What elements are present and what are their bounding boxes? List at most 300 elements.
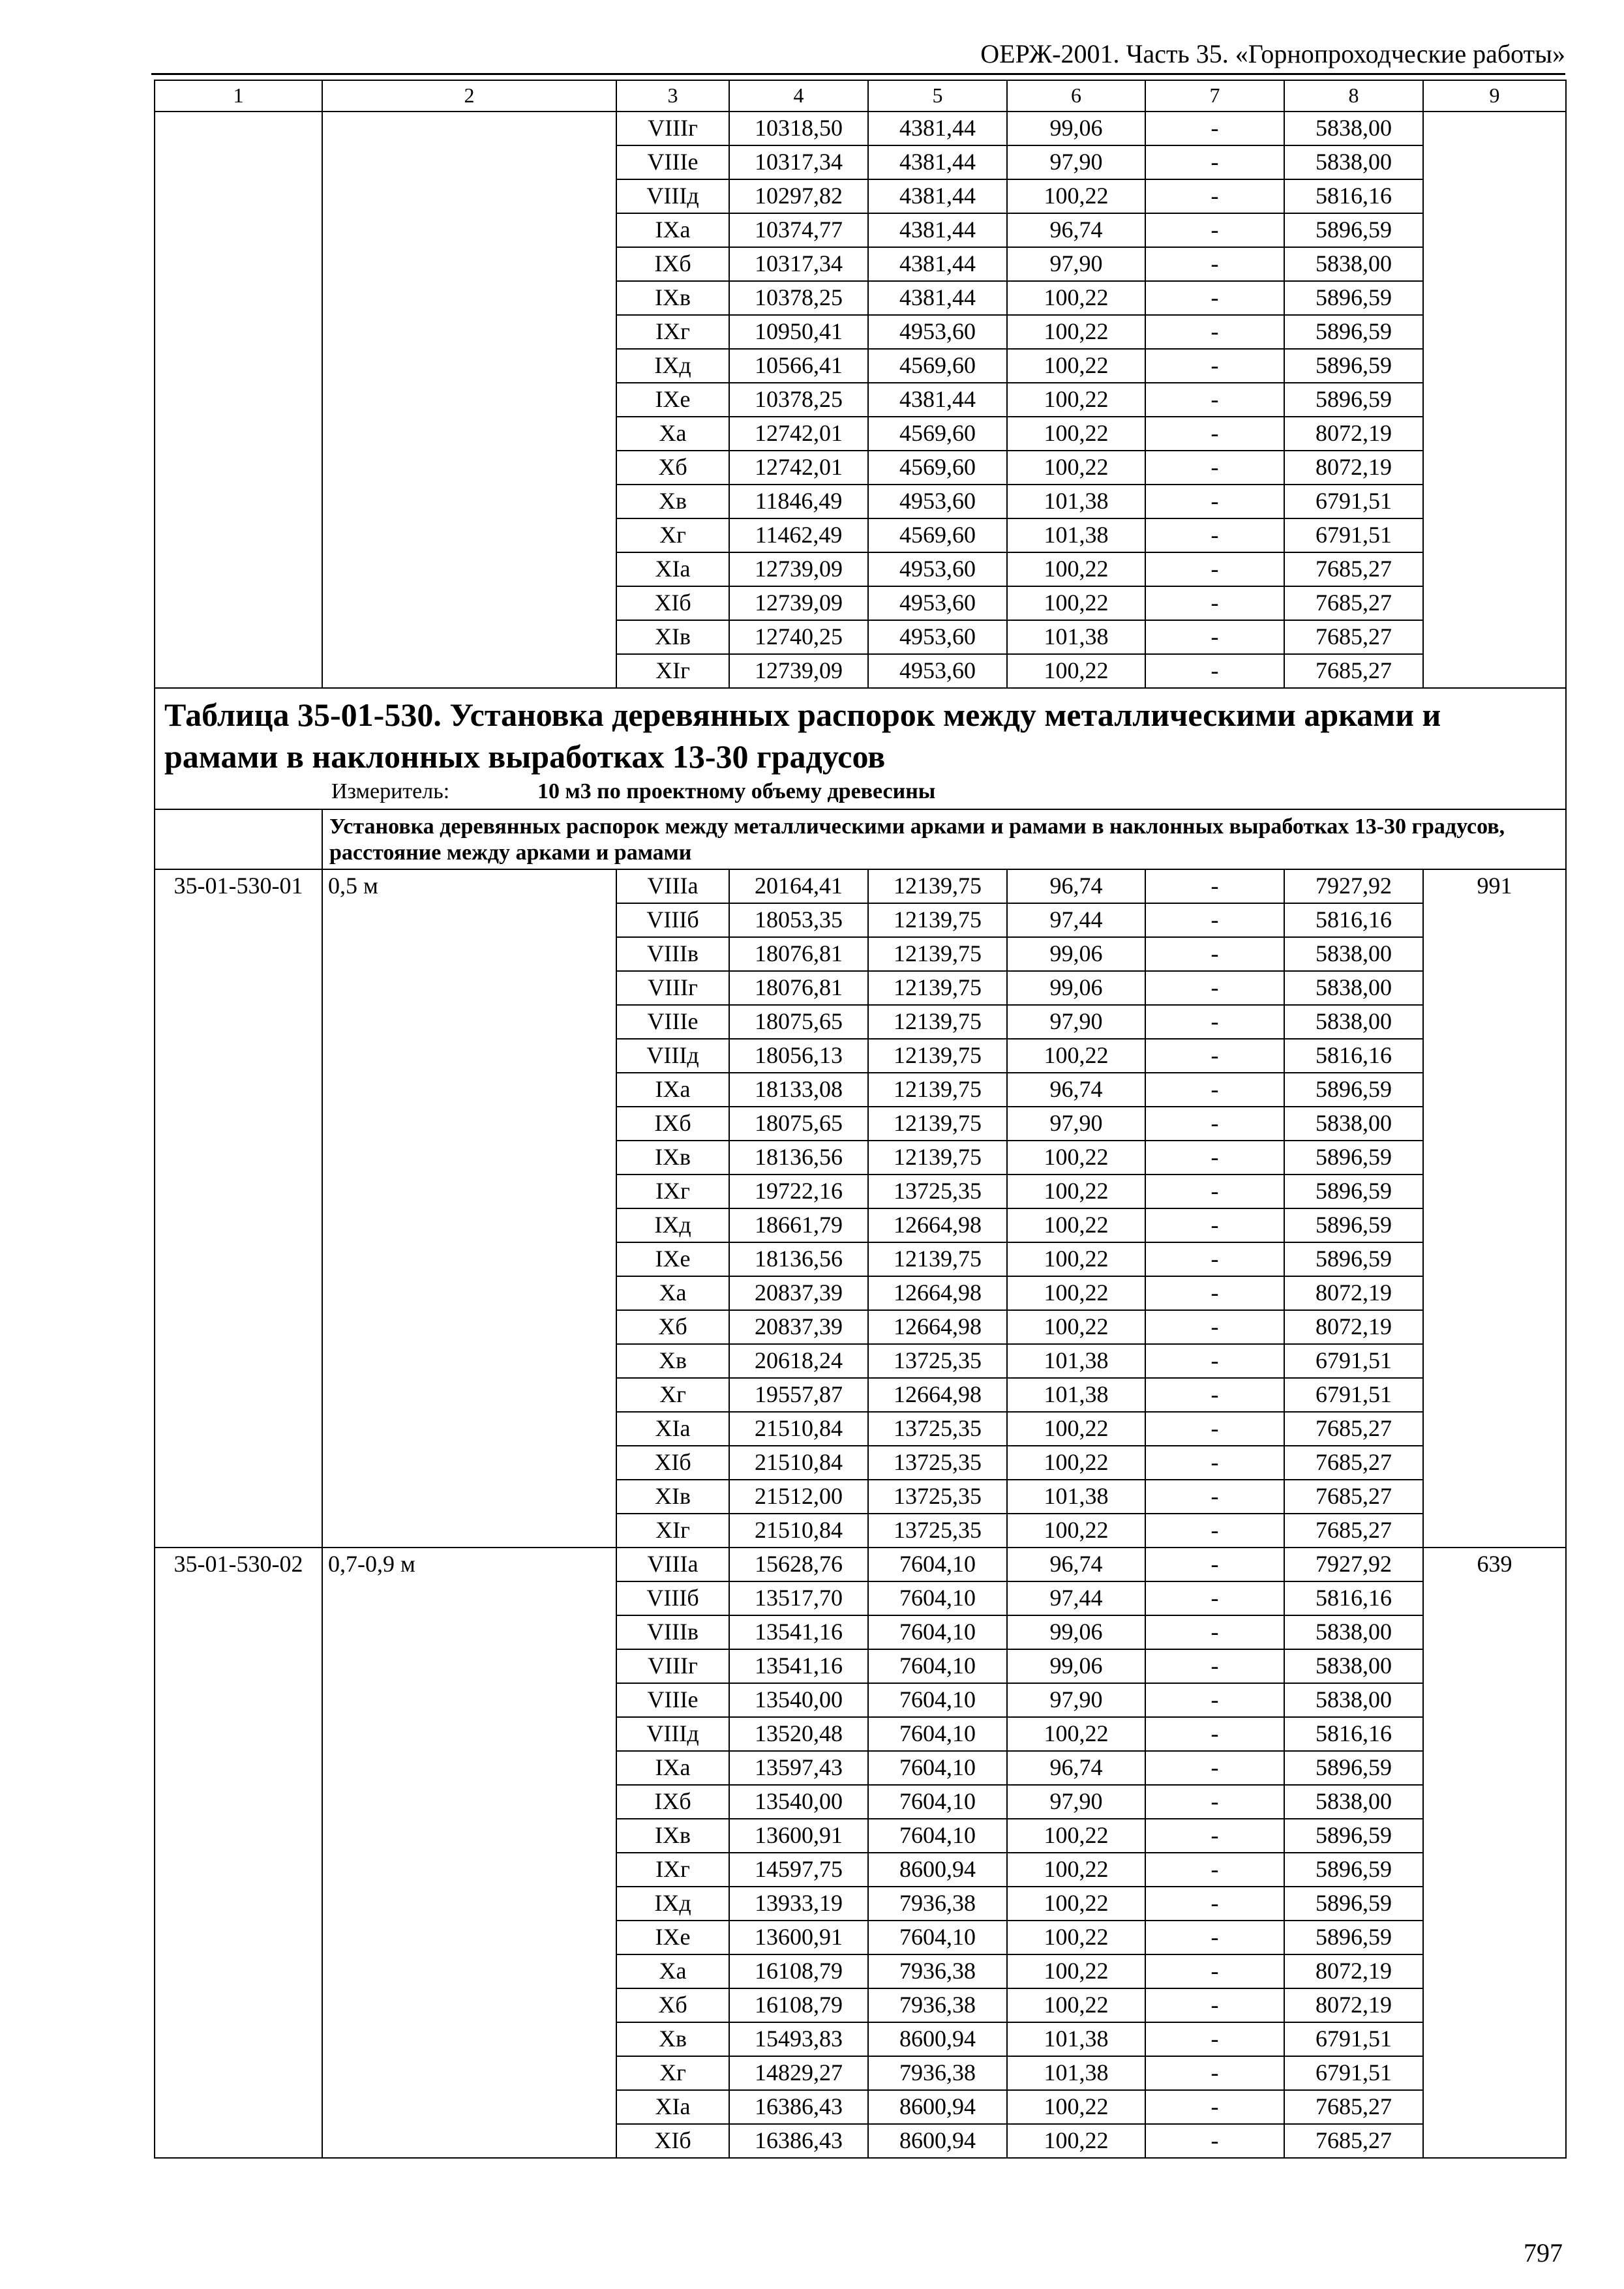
cell-code-term: Xа bbox=[616, 417, 729, 451]
cell-wages: 4953,60 bbox=[868, 654, 1007, 688]
cell-total-cost: 10378,25 bbox=[729, 281, 868, 315]
cell-code-term: VIIIд bbox=[616, 1039, 729, 1073]
cell-operators-wages: - bbox=[1145, 417, 1284, 451]
cell-materials: 7685,27 bbox=[1284, 620, 1423, 654]
cell-operators-wages: - bbox=[1145, 1208, 1284, 1242]
cell-materials: 6791,51 bbox=[1284, 518, 1423, 552]
cell-materials: 5896,59 bbox=[1284, 281, 1423, 315]
cell-code-term: VIIIв bbox=[616, 1615, 729, 1649]
cell-code-term: Xв bbox=[616, 1344, 729, 1378]
cell-wages: 12139,75 bbox=[868, 869, 1007, 903]
cell-total-cost: 20837,39 bbox=[729, 1276, 868, 1310]
cell-materials: 5896,59 bbox=[1284, 383, 1423, 417]
cell-materials: 5838,00 bbox=[1284, 1785, 1423, 1819]
cell-code-term: VIIIд bbox=[616, 179, 729, 213]
cell-operators-wages: - bbox=[1145, 2090, 1284, 2124]
cell-machine-cost: 100,22 bbox=[1007, 586, 1145, 620]
cell-operators-wages: - bbox=[1145, 1344, 1284, 1378]
cell-code-term: IXг bbox=[616, 1174, 729, 1208]
cell-operators-wages: - bbox=[1145, 1954, 1284, 1988]
cell-operators-wages: - bbox=[1145, 1717, 1284, 1751]
cell-total-cost: 19557,87 bbox=[729, 1378, 868, 1412]
cell-materials: 5816,16 bbox=[1284, 903, 1423, 937]
cell-wages: 4381,44 bbox=[868, 213, 1007, 247]
cell-operators-wages: - bbox=[1145, 2056, 1284, 2090]
cell-total-cost: 16386,43 bbox=[729, 2090, 868, 2124]
cell-materials: 5896,59 bbox=[1284, 315, 1423, 349]
cell-col9: 991 bbox=[1423, 869, 1566, 1548]
cell-code-term: IXб bbox=[616, 1107, 729, 1141]
cell-code-term: VIIIе bbox=[616, 1683, 729, 1717]
cell-materials: 6791,51 bbox=[1284, 1378, 1423, 1412]
cell-wages: 4569,60 bbox=[868, 518, 1007, 552]
cell-code-term: VIIIб bbox=[616, 903, 729, 937]
table-description: Установка деревянных распорок между металлическими арками и рамами в наклонных выработках 13-30 градусов, расстояние между арками и рамами bbox=[322, 809, 1566, 869]
cell-wages: 4381,44 bbox=[868, 145, 1007, 179]
cell-wages: 12664,98 bbox=[868, 1276, 1007, 1310]
cell-machine-cost: 100,22 bbox=[1007, 1819, 1145, 1853]
cell-total-cost: 18075,65 bbox=[729, 1005, 868, 1039]
cell-machine-cost: 100,22 bbox=[1007, 2124, 1145, 2158]
cell-operators-wages: - bbox=[1145, 1683, 1284, 1717]
cell-wages: 7936,38 bbox=[868, 1954, 1007, 1988]
cell-machine-cost: 99,06 bbox=[1007, 971, 1145, 1005]
column-number: 2 bbox=[322, 80, 616, 112]
cell-machine-cost: 96,74 bbox=[1007, 1548, 1145, 1581]
cell-wages: 4953,60 bbox=[868, 586, 1007, 620]
cell-materials: 5838,00 bbox=[1284, 1683, 1423, 1717]
cell-wages: 12139,75 bbox=[868, 1242, 1007, 1276]
column-number: 3 bbox=[616, 80, 729, 112]
cell-machine-cost: 97,90 bbox=[1007, 1107, 1145, 1141]
cell-wages: 12664,98 bbox=[868, 1378, 1007, 1412]
cell-wages: 7604,10 bbox=[868, 1819, 1007, 1853]
meter-value: 10 м3 по проектному объему древесины bbox=[537, 779, 936, 803]
cell-total-cost: 20837,39 bbox=[729, 1310, 868, 1344]
cell-code-term: XIа bbox=[616, 1412, 729, 1446]
table-title-cell bbox=[155, 688, 1566, 809]
cell-operators-wages: - bbox=[1145, 451, 1284, 485]
column-number-row bbox=[155, 80, 1566, 112]
cell-code-term: XIб bbox=[616, 2124, 729, 2158]
cell-total-cost: 18076,81 bbox=[729, 971, 868, 1005]
cell-materials: 5838,00 bbox=[1284, 1107, 1423, 1141]
cell-wages: 7604,10 bbox=[868, 1921, 1007, 1954]
cell-materials: 5896,59 bbox=[1284, 1141, 1423, 1174]
column-number: 8 bbox=[1284, 80, 1423, 112]
cell-machine-cost: 100,22 bbox=[1007, 315, 1145, 349]
cell-materials: 6791,51 bbox=[1284, 2056, 1423, 2090]
cell-total-cost: 13597,43 bbox=[729, 1751, 868, 1785]
cell-operators-wages: - bbox=[1145, 1988, 1284, 2022]
cell-machine-cost: 101,38 bbox=[1007, 1480, 1145, 1514]
cell-machine-cost: 99,06 bbox=[1007, 1649, 1145, 1683]
cell-materials: 7685,27 bbox=[1284, 1412, 1423, 1446]
cell-code-term: Xг bbox=[616, 518, 729, 552]
cell-code-term: Xа bbox=[616, 1276, 729, 1310]
cell-operators-wages: - bbox=[1145, 247, 1284, 281]
cell-wages: 7604,10 bbox=[868, 1649, 1007, 1683]
cell-col9-empty bbox=[1423, 112, 1566, 688]
cell-materials: 5896,59 bbox=[1284, 1853, 1423, 1887]
cell-total-cost: 20618,24 bbox=[729, 1344, 868, 1378]
cell-code-term: IXе bbox=[616, 383, 729, 417]
cell-machine-cost: 100,22 bbox=[1007, 451, 1145, 485]
cell-wages: 8600,94 bbox=[868, 1853, 1007, 1887]
cell-code-empty bbox=[155, 112, 322, 688]
cell-materials: 5896,59 bbox=[1284, 1921, 1423, 1954]
cell-code-term: VIIIв bbox=[616, 937, 729, 971]
cell-operators-wages: - bbox=[1145, 1514, 1284, 1548]
cell-code-term: IXе bbox=[616, 1242, 729, 1276]
cell-operators-wages: - bbox=[1145, 586, 1284, 620]
cell-operators-wages: - bbox=[1145, 485, 1284, 518]
cell-operators-wages: - bbox=[1145, 1581, 1284, 1615]
cell-code-term: XIв bbox=[616, 1480, 729, 1514]
cell-machine-cost: 97,44 bbox=[1007, 1581, 1145, 1615]
cell-code-term: VIIIе bbox=[616, 145, 729, 179]
cell-operators-wages: - bbox=[1145, 1174, 1284, 1208]
cell-machine-cost: 101,38 bbox=[1007, 2056, 1145, 2090]
cell-machine-cost: 100,22 bbox=[1007, 349, 1145, 383]
cell-operators-wages: - bbox=[1145, 1853, 1284, 1887]
cell-materials: 8072,19 bbox=[1284, 1954, 1423, 1988]
cell-machine-cost: 101,38 bbox=[1007, 485, 1145, 518]
cell-materials: 5838,00 bbox=[1284, 1005, 1423, 1039]
description-row bbox=[155, 809, 1566, 869]
cell-materials: 5838,00 bbox=[1284, 937, 1423, 971]
cell-code-term: Xб bbox=[616, 451, 729, 485]
cell-total-cost: 12739,09 bbox=[729, 586, 868, 620]
cell-materials: 8072,19 bbox=[1284, 1276, 1423, 1310]
cell-materials: 5896,59 bbox=[1284, 1819, 1423, 1853]
cell-code-term: IXа bbox=[616, 213, 729, 247]
page-number: 797 bbox=[1524, 2238, 1563, 2267]
cell-total-cost: 12739,09 bbox=[729, 552, 868, 586]
cell-total-cost: 10317,34 bbox=[729, 247, 868, 281]
cell-total-cost: 18136,56 bbox=[729, 1141, 868, 1174]
cell-operators-wages: - bbox=[1145, 1751, 1284, 1785]
cell-total-cost: 13541,16 bbox=[729, 1615, 868, 1649]
cell-total-cost: 15493,83 bbox=[729, 2022, 868, 2056]
cell-machine-cost: 100,22 bbox=[1007, 1208, 1145, 1242]
cell-machine-cost: 101,38 bbox=[1007, 1378, 1145, 1412]
cell-materials: 5816,16 bbox=[1284, 1717, 1423, 1751]
cell-wages: 13725,35 bbox=[868, 1412, 1007, 1446]
cell-wages: 4381,44 bbox=[868, 383, 1007, 417]
cell-machine-cost: 100,22 bbox=[1007, 1988, 1145, 2022]
cell-code-term: Xв bbox=[616, 485, 729, 518]
cell-machine-cost: 100,22 bbox=[1007, 1887, 1145, 1921]
cell-wages: 7604,10 bbox=[868, 1581, 1007, 1615]
cell-materials: 7685,27 bbox=[1284, 2124, 1423, 2158]
cell-wages: 12139,75 bbox=[868, 1005, 1007, 1039]
cell-materials: 7927,92 bbox=[1284, 869, 1423, 903]
cell-total-cost: 10317,34 bbox=[729, 145, 868, 179]
cell-wages: 13725,35 bbox=[868, 1344, 1007, 1378]
cell-code-term: Xа bbox=[616, 1954, 729, 1988]
cell-machine-cost: 97,90 bbox=[1007, 145, 1145, 179]
table-title-row bbox=[155, 688, 1566, 809]
cell-total-cost: 21512,00 bbox=[729, 1480, 868, 1514]
cell-total-cost: 10378,25 bbox=[729, 383, 868, 417]
cell-wages: 12664,98 bbox=[868, 1208, 1007, 1242]
cell-code-term: XIа bbox=[616, 552, 729, 586]
cell-wages: 4381,44 bbox=[868, 247, 1007, 281]
cell-code-term: XIг bbox=[616, 1514, 729, 1548]
cell-wages: 4381,44 bbox=[868, 281, 1007, 315]
cell-operators-wages: - bbox=[1145, 179, 1284, 213]
cell-code-term: Xг bbox=[616, 2056, 729, 2090]
cell-code-term: IXд bbox=[616, 1208, 729, 1242]
cell-operators-wages: - bbox=[1145, 903, 1284, 937]
cell-machine-cost: 100,22 bbox=[1007, 1242, 1145, 1276]
cell-code: 35-01-530-01 bbox=[155, 869, 322, 1548]
cell-wages: 13725,35 bbox=[868, 1174, 1007, 1208]
cell-operators-wages: - bbox=[1145, 1039, 1284, 1073]
cell-total-cost: 13933,19 bbox=[729, 1887, 868, 1921]
cell-operators-wages: - bbox=[1145, 1378, 1284, 1412]
cell-machine-cost: 100,22 bbox=[1007, 1276, 1145, 1310]
table-row bbox=[155, 112, 1566, 145]
cell-machine-cost: 100,22 bbox=[1007, 1717, 1145, 1751]
cell-wages: 4569,60 bbox=[868, 349, 1007, 383]
cell-operators-wages: - bbox=[1145, 1480, 1284, 1514]
cell-wages: 7936,38 bbox=[868, 2056, 1007, 2090]
cell-total-cost: 13600,91 bbox=[729, 1921, 868, 1954]
cell-wages: 8600,94 bbox=[868, 2124, 1007, 2158]
cell-code-term: IXв bbox=[616, 1819, 729, 1853]
cell-operators-wages: - bbox=[1145, 1446, 1284, 1480]
cell-code-term: IXв bbox=[616, 1141, 729, 1174]
cell-machine-cost: 100,22 bbox=[1007, 2090, 1145, 2124]
cell-materials: 6791,51 bbox=[1284, 2022, 1423, 2056]
cell-machine-cost: 96,74 bbox=[1007, 1751, 1145, 1785]
cell-machine-cost: 100,22 bbox=[1007, 1039, 1145, 1073]
cell-machine-cost: 100,22 bbox=[1007, 179, 1145, 213]
meter-label: Измеритель: bbox=[331, 779, 450, 803]
cell-machine-cost: 97,44 bbox=[1007, 903, 1145, 937]
cell-wages: 13725,35 bbox=[868, 1514, 1007, 1548]
meter-line bbox=[164, 779, 1556, 805]
cell-operators-wages: - bbox=[1145, 620, 1284, 654]
cell-machine-cost: 101,38 bbox=[1007, 1344, 1145, 1378]
cell-code-term: IXа bbox=[616, 1073, 729, 1107]
cell-machine-cost: 101,38 bbox=[1007, 620, 1145, 654]
cell-total-cost: 13540,00 bbox=[729, 1785, 868, 1819]
cell-code-term: VIIIб bbox=[616, 1581, 729, 1615]
cell-code-term: VIIIг bbox=[616, 112, 729, 145]
cell-materials: 5816,16 bbox=[1284, 179, 1423, 213]
cell-wages: 7936,38 bbox=[868, 1887, 1007, 1921]
cell-code-term: IXе bbox=[616, 1921, 729, 1954]
table-title: Таблица 35-01-530. Установка деревянных распорок между металлическими арками и рамами в наклонных выработках 13-30 градусов bbox=[164, 696, 1441, 775]
cell-operators-wages: - bbox=[1145, 145, 1284, 179]
cell-machine-cost: 100,22 bbox=[1007, 1141, 1145, 1174]
cell-machine-cost: 97,90 bbox=[1007, 247, 1145, 281]
cell-total-cost: 12742,01 bbox=[729, 417, 868, 451]
cell-code-term: Xв bbox=[616, 2022, 729, 2056]
cell-materials: 7685,27 bbox=[1284, 2090, 1423, 2124]
cell-operators-wages: - bbox=[1145, 654, 1284, 688]
cell-name: 0,7-0,9 м bbox=[322, 1548, 616, 2158]
cell-total-cost: 18056,13 bbox=[729, 1039, 868, 1073]
page-header: ОЕРЖ-2001. Часть 35. «Горнопроходческие работы» bbox=[980, 39, 1565, 68]
cell-total-cost: 11846,49 bbox=[729, 485, 868, 518]
cell-total-cost: 21510,84 bbox=[729, 1446, 868, 1480]
cell-materials: 5896,59 bbox=[1284, 1887, 1423, 1921]
cell-materials: 5838,00 bbox=[1284, 145, 1423, 179]
cell-operators-wages: - bbox=[1145, 1819, 1284, 1853]
cell-total-cost: 18053,35 bbox=[729, 903, 868, 937]
cell-materials: 6791,51 bbox=[1284, 1344, 1423, 1378]
cell-operators-wages: - bbox=[1145, 315, 1284, 349]
cell-operators-wages: - bbox=[1145, 383, 1284, 417]
cell-machine-cost: 99,06 bbox=[1007, 937, 1145, 971]
cell-machine-cost: 100,22 bbox=[1007, 1446, 1145, 1480]
cell-materials: 5896,59 bbox=[1284, 1073, 1423, 1107]
cell-wages: 4953,60 bbox=[868, 315, 1007, 349]
cell-code-term: VIIIа bbox=[616, 869, 729, 903]
cell-code-term: XIб bbox=[616, 586, 729, 620]
cell-machine-cost: 96,74 bbox=[1007, 213, 1145, 247]
cell-total-cost: 13541,16 bbox=[729, 1649, 868, 1683]
cell-machine-cost: 100,22 bbox=[1007, 1954, 1145, 1988]
cell-operators-wages: - bbox=[1145, 281, 1284, 315]
cell-operators-wages: - bbox=[1145, 213, 1284, 247]
cell-operators-wages: - bbox=[1145, 1548, 1284, 1581]
cell-machine-cost: 97,90 bbox=[1007, 1785, 1145, 1819]
cell-wages: 4381,44 bbox=[868, 112, 1007, 145]
cell-total-cost: 13517,70 bbox=[729, 1581, 868, 1615]
column-number: 6 bbox=[1007, 80, 1145, 112]
cell-code-term: VIIIг bbox=[616, 971, 729, 1005]
cell-operators-wages: - bbox=[1145, 869, 1284, 903]
cell-total-cost: 18076,81 bbox=[729, 937, 868, 971]
cell-total-cost: 21510,84 bbox=[729, 1514, 868, 1548]
cell-operators-wages: - bbox=[1145, 1276, 1284, 1310]
cell-wages: 8600,94 bbox=[868, 2022, 1007, 2056]
cell-wages: 13725,35 bbox=[868, 1446, 1007, 1480]
cell-wages: 4381,44 bbox=[868, 179, 1007, 213]
cell-wages: 7604,10 bbox=[868, 1785, 1007, 1819]
cell-operators-wages: - bbox=[1145, 349, 1284, 383]
rates-table bbox=[154, 80, 1567, 2159]
cell-wages: 13725,35 bbox=[868, 1480, 1007, 1514]
cell-code-term: Xб bbox=[616, 1988, 729, 2022]
cell-wages: 12139,75 bbox=[868, 1141, 1007, 1174]
cell-code-term: VIIIа bbox=[616, 1548, 729, 1581]
cell-materials: 8072,19 bbox=[1284, 1988, 1423, 2022]
cell-total-cost: 10297,82 bbox=[729, 179, 868, 213]
cell-wages: 12139,75 bbox=[868, 1039, 1007, 1073]
cell-code-term: XIа bbox=[616, 2090, 729, 2124]
cell-materials: 7685,27 bbox=[1284, 654, 1423, 688]
cell-code-term: IXг bbox=[616, 315, 729, 349]
cell-materials: 8072,19 bbox=[1284, 1310, 1423, 1344]
cell-operators-wages: - bbox=[1145, 1107, 1284, 1141]
cell-materials: 8072,19 bbox=[1284, 451, 1423, 485]
cell-materials: 5896,59 bbox=[1284, 349, 1423, 383]
cell-wages: 4953,60 bbox=[868, 620, 1007, 654]
cell-operators-wages: - bbox=[1145, 971, 1284, 1005]
cell-code-term: IXа bbox=[616, 1751, 729, 1785]
cell-code-term: Xб bbox=[616, 1310, 729, 1344]
cell-code-term: IXв bbox=[616, 281, 729, 315]
cell-materials: 7685,27 bbox=[1284, 552, 1423, 586]
cell-machine-cost: 101,38 bbox=[1007, 2022, 1145, 2056]
cell-materials: 7685,27 bbox=[1284, 1514, 1423, 1548]
cell-machine-cost: 100,22 bbox=[1007, 1412, 1145, 1446]
cell-machine-cost: 96,74 bbox=[1007, 869, 1145, 903]
cell-operators-wages: - bbox=[1145, 1887, 1284, 1921]
cell-total-cost: 18661,79 bbox=[729, 1208, 868, 1242]
cell-wages: 7604,10 bbox=[868, 1717, 1007, 1751]
description-blank bbox=[155, 809, 322, 869]
table-body bbox=[155, 80, 1566, 2158]
cell-machine-cost: 97,90 bbox=[1007, 1005, 1145, 1039]
column-number: 9 bbox=[1423, 80, 1566, 112]
column-number: 7 bbox=[1145, 80, 1284, 112]
cell-materials: 5896,59 bbox=[1284, 1174, 1423, 1208]
cell-code: 35-01-530-02 bbox=[155, 1548, 322, 2158]
cell-machine-cost: 100,22 bbox=[1007, 1921, 1145, 1954]
cell-materials: 5838,00 bbox=[1284, 1615, 1423, 1649]
cell-code-term: XIв bbox=[616, 620, 729, 654]
cell-materials: 5838,00 bbox=[1284, 971, 1423, 1005]
cell-operators-wages: - bbox=[1145, 1615, 1284, 1649]
cell-machine-cost: 99,06 bbox=[1007, 1615, 1145, 1649]
cell-total-cost: 13540,00 bbox=[729, 1683, 868, 1717]
cell-materials: 5838,00 bbox=[1284, 112, 1423, 145]
column-number: 1 bbox=[155, 80, 322, 112]
cell-code-term: IXд bbox=[616, 1887, 729, 1921]
cell-materials: 5838,00 bbox=[1284, 247, 1423, 281]
cell-materials: 8072,19 bbox=[1284, 417, 1423, 451]
cell-total-cost: 10950,41 bbox=[729, 315, 868, 349]
cell-operators-wages: - bbox=[1145, 2124, 1284, 2158]
cell-wages: 12139,75 bbox=[868, 971, 1007, 1005]
cell-machine-cost: 100,22 bbox=[1007, 1853, 1145, 1887]
cell-materials: 6791,51 bbox=[1284, 485, 1423, 518]
cell-code-term: Xг bbox=[616, 1378, 729, 1412]
column-number: 5 bbox=[868, 80, 1007, 112]
cell-total-cost: 15628,76 bbox=[729, 1548, 868, 1581]
cell-wages: 7604,10 bbox=[868, 1751, 1007, 1785]
cell-operators-wages: - bbox=[1145, 1649, 1284, 1683]
cell-operators-wages: - bbox=[1145, 937, 1284, 971]
cell-operators-wages: - bbox=[1145, 1921, 1284, 1954]
cell-wages: 12139,75 bbox=[868, 903, 1007, 937]
cell-total-cost: 16386,43 bbox=[729, 2124, 868, 2158]
cell-machine-cost: 100,22 bbox=[1007, 552, 1145, 586]
cell-wages: 7604,10 bbox=[868, 1548, 1007, 1581]
cell-operators-wages: - bbox=[1145, 1141, 1284, 1174]
cell-machine-cost: 99,06 bbox=[1007, 112, 1145, 145]
cell-operators-wages: - bbox=[1145, 2022, 1284, 2056]
cell-code-term: IXб bbox=[616, 247, 729, 281]
cell-code-term: XIб bbox=[616, 1446, 729, 1480]
cell-total-cost: 18133,08 bbox=[729, 1073, 868, 1107]
table-row bbox=[155, 1548, 1566, 1581]
cell-total-cost: 12740,25 bbox=[729, 620, 868, 654]
cell-code-term: IXг bbox=[616, 1853, 729, 1887]
cell-materials: 5896,59 bbox=[1284, 1751, 1423, 1785]
cell-total-cost: 21510,84 bbox=[729, 1412, 868, 1446]
cell-materials: 7685,27 bbox=[1284, 1480, 1423, 1514]
cell-total-cost: 10318,50 bbox=[729, 112, 868, 145]
cell-machine-cost: 100,22 bbox=[1007, 654, 1145, 688]
